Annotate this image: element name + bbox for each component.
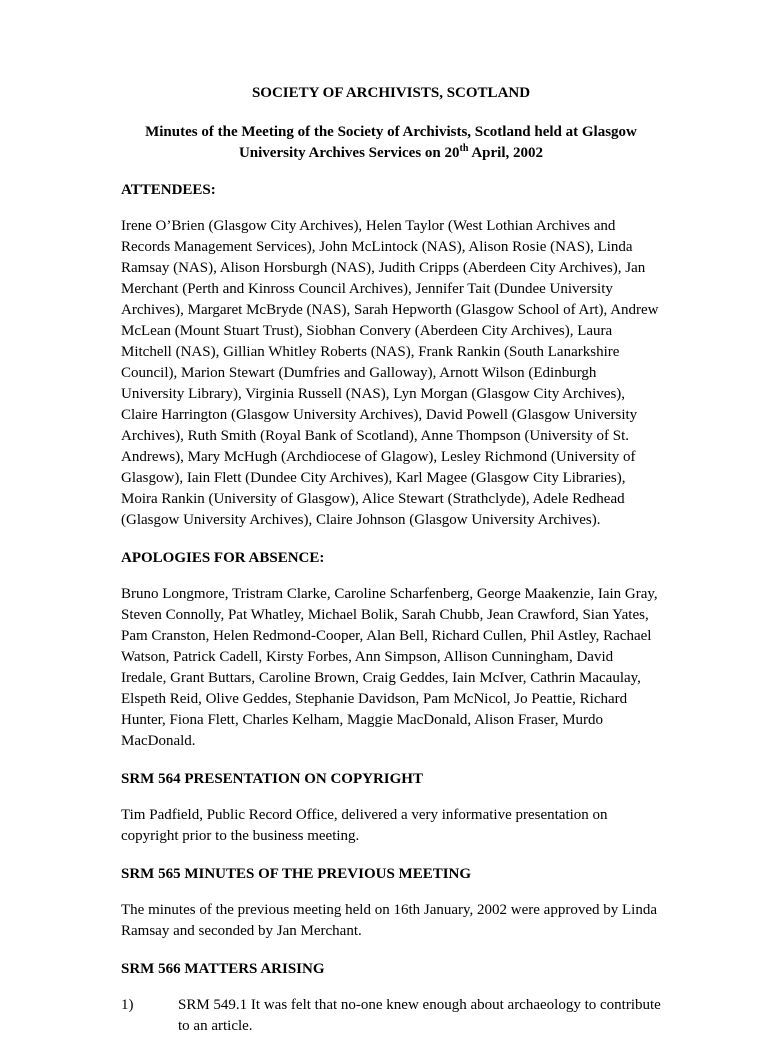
srm564-heading: SRM 564 PRESENTATION ON COPYRIGHT xyxy=(121,771,423,787)
attendees-heading: ATTENDEES: xyxy=(121,182,216,198)
srm566-item-text: SRM 549.1 It was felt that no-one knew enough about archaeology to contribute to an article. xyxy=(178,997,661,1034)
document-title: SOCIETY OF ARCHIVISTS, SCOTLAND xyxy=(251,85,531,101)
srm566-item xyxy=(121,995,661,1037)
apologies-heading: APOLOGIES FOR ABSENCE: xyxy=(121,550,325,566)
srm566-item-number: 1) xyxy=(121,997,134,1013)
apologies-list: Bruno Longmore, Tristram Clarke, Caroline Scharfenberg, George Maakenzie, Iain Gray, Steven Connolly, Pat Whatley, Michael Bolik, Sarah Chubb, Jean Crawford, Sian Yates, Pam Cranston, Helen Redmond-Cooper, Alan Bell, Richard Cullen, Phil Astley, Rachael Watson, Patrick Cadell, Kirsty Forbes, Ann Simpson, Allison Cunningham, David Iredale, Grant Buttars, Caroline Brown, Craig Geddes, Iain McIver, Cathrin Macaulay, Elspeth Reid, Olive Geddes, Stephanie Davidson, Pam McNicol, Jo Peattie, Richard Hunter, Fiona Flett, Charles Kelham, Maggie MacDonald, Alison Fraser, Murdo MacDonald. xyxy=(121,586,658,749)
document-body xyxy=(121,83,661,1037)
attendees-list: Irene O’Brien (Glasgow City Archives), Helen Taylor (West Lothian Archives and Records Management Services), John McLintock (NAS), Alison Rosie (NAS), Linda Ramsay (NAS), Alison Horsburgh (NAS), Judith Cripps (Aberdeen City Archives), Jan Merchant (Perth and Kinross Council Archives), Jennifer Tait (Dundee University Archives), Margaret McBryde (NAS), Sarah Hepworth (Glasgow School of Art), Andrew McLean (Mount Stuart Trust), Siobhan Convery (Aberdeen City Archives), Laura Mitchell (NAS), Gillian Whitley Roberts (NAS), Frank Rankin (South Lanarkshire Council), Marion Stewart (Dumfries and Galloway), Arnott Wilson (Edinburgh University Library), Virginia Russell (NAS), Lyn Morgan (Glasgow City Archives), Claire Harrington (Glasgow University Archives), David Powell (Glasgow University Archives), Ruth Smith (Royal Bank of Scotland), Anne Thompson (University of St. Andrews), Mary McHugh (Archdiocese of Glagow), Lesley Richmond (University of Glasgow), Iain Flett (Dundee City Archives), Karl Magee (Glasgow City Libraries), Moira Rankin (University of Glasgow), Alice Stewart (Strathclyde), Adele Redhead (Glasgow University Archives), Claire Johnson (Glasgow University Archives). xyxy=(121,218,659,528)
subtitle-line-1: Minutes of the Meeting of the Society of Archivists, Scotland held at Glasgow xyxy=(145,124,637,140)
srm566-heading: SRM 566 MATTERS ARISING xyxy=(121,961,325,977)
subtitle-line-2-start: University Archives Services on 20 xyxy=(238,145,460,161)
srm565-heading: SRM 565 MINUTES OF THE PREVIOUS MEETING xyxy=(121,866,472,882)
srm564-text: Tim Padfield, Public Record Office, delivered a very informative presentation on copyright prior to the business meeting. xyxy=(121,807,608,844)
subtitle-line-2-end: April, 2002 xyxy=(468,145,544,161)
srm565-text: The minutes of the previous meeting held on 16th January, 2002 were approved by Linda Ramsay and seconded by Jan Merchant. xyxy=(121,902,657,939)
subtitle-ordinal-suffix: th xyxy=(459,143,469,154)
document-subtitle xyxy=(121,122,661,164)
